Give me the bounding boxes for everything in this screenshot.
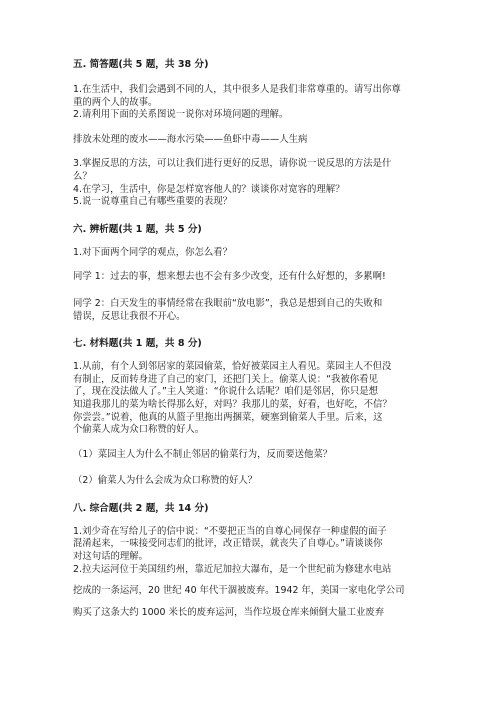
- student-opinion-2: 同学 2：白天发生的事情经常在我眼前“放电影”，我总是想到自己的失败和: [73, 297, 383, 309]
- material-text: 你尝尝。”说着，他真的从篮子里拖出两捆菜，硬塞到偷菜人手里。后来，这: [73, 411, 383, 423]
- material-text: 1.从前，有个人到邻居家的菜园偷菜，恰好被菜园主人看见。菜园主人不但没: [73, 361, 392, 373]
- question-text: 2.拉夫运河位于美国纽约州，靠近尼加拉大瀑布，是一个世纪前为修建水电站: [73, 563, 392, 575]
- question-text: 5.说一说尊重自己有哪些重要的表现？: [73, 196, 232, 208]
- material-text: 个偷菜人成为众口称赞的好人。: [73, 424, 205, 436]
- question-text: 重的两个人的故事。: [73, 96, 158, 108]
- question-text: 3.掌握反思的方法，可以让我们进行更好的反思，请你说一说反思的方法是什: [73, 158, 392, 170]
- section-title-discrimination: 六. 辨析题(共 1 题，共 5 分): [73, 223, 202, 235]
- sub-question: （2）偷菜人为什么会成为众口称赞的好人？: [73, 475, 258, 487]
- question-text: 混淆起来，一味接受同志们的批评，改正错误，就丧失了自尊心。”请谈谈你: [73, 538, 383, 550]
- section-title-short-answer: 五. 简答题(共 5 题，共 38 分): [73, 59, 209, 70]
- exam-page: [73, 58, 429, 624]
- material-text: 知道我那儿的菜为啥长得那么好，对吗？我那儿的菜，好看，也好吃，不信？: [73, 398, 392, 410]
- question-text: 挖成的一条运河，20 世纪 40 年代干涸被废弃。1942 年，美国一家电化学公司: [73, 585, 405, 597]
- question-text: 1.刘少奇在写给儿子的信中说：“不要把正当的自尊心同保存一种虚假的面子: [73, 525, 387, 537]
- question-text: 4.在学习，生活中，你是怎样宽容他人的？谈谈你对宽容的理解？: [73, 183, 345, 195]
- section-title-material: 七. 材料题(共 1 题，共 8 分): [73, 338, 202, 350]
- relation-chain-text: 排放未处理的废水——海水污染——鱼虾中毒——人生病: [73, 133, 308, 145]
- section-title-comprehensive: 八. 综合题(共 2 题，共 14 分): [73, 502, 209, 514]
- material-text: 有制止，反而转身进了自己的家门，还把门关上。偷菜人说：“我被你看见: [73, 373, 378, 385]
- question-text: 么？: [73, 170, 92, 182]
- question-text: 1.对下面两个同学的观点，你怎么看？: [73, 246, 232, 258]
- student-opinion-2: 错误，反思让我很不开心。: [73, 310, 186, 322]
- question-text: 对这句话的理解。: [73, 551, 149, 563]
- student-opinion-1: 同学 1：过去的事，想来想去也不会有多少改变，还有什么好想的，多累啊!: [73, 271, 386, 283]
- material-text: 了，现在没法做人了。”主人笑道：“你说什么话呢？咱们是邻居，你只是想: [73, 386, 379, 398]
- question-text: 1.在生活中，我们会遇到不同的人，其中很多人是我们非常尊重的。请写出你尊: [73, 84, 401, 95]
- question-text: 购买了这条大约 1000 米长的废弃运河，当作垃圾仓库来倾倒大量工业废弃: [73, 607, 385, 619]
- sub-question: （1）菜园主人为什么不制止邻居的偷菜行为，反而要送他菜？: [73, 448, 333, 460]
- question-text: 2.请利用下面的关系图说一说你对环境问题的理解。: [73, 109, 289, 121]
